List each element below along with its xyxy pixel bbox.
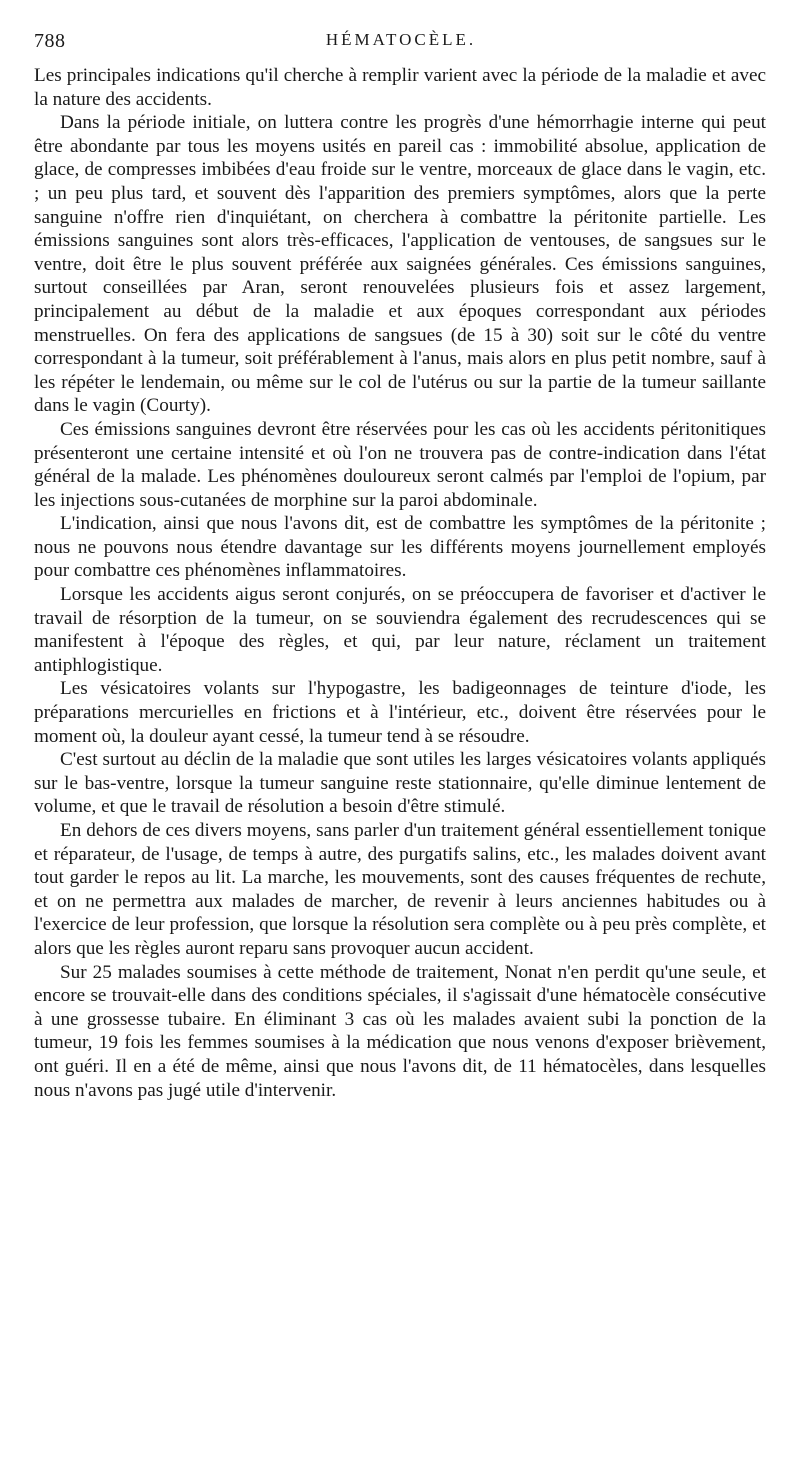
- paragraph: Sur 25 malades soumises à cette méthode de traitement, Nonat n'en perdit qu'une seule, et encore se trouvait-elle dans des conditions spéciales, il s'agissait d'une hématocèle consécutive à une grossesse tubaire. En éliminant 3 cas où les malades avaient subi la ponction de la tumeur, 19 fois les femmes soumises à la médication que nous venons d'exposer brièvement, ont guéri. Il en a été de même, ainsi que nous l'avons dit, de 11 hématocèles, dans lesquelles nous n'avons pas jugé utile d'intervenir.: [34, 961, 766, 1101]
- body-text: [34, 64, 766, 1102]
- paragraph: Les vésicatoires volants sur l'hypogastre, les badigeonnages de teinture d'iode, les préparations mercurielles en frictions et à l'intérieur, etc., doivent être réservées pour le moment où, la douleur ayant cessé, la tumeur tend à se résoudre.: [34, 678, 766, 747]
- paragraph: Ces émissions sanguines devront être réservées pour les cas où les accidents péritonitiques présenteront une certaine intensité et où l'on ne trouvera pas de contre-indication dans l'état général de la malade. Les phénomènes douloureux seront calmés par l'emploi de l'opium, par les injections sous-cutanées de morphine sur la paroi abdominale.: [34, 418, 766, 511]
- paragraph: L'indication, ainsi que nous l'avons dit, est de combattre les symptômes de la péritonite ; nous ne pouvons nous étendre davantage sur les différents moyens journellement employés pour combattre ces phénomènes inflammatoires.: [34, 513, 766, 582]
- paragraph: C'est surtout au déclin de la maladie que sont utiles les larges vésicatoires volants appliqués sur le bas-ventre, lorsque la tumeur sanguine reste stationnaire, qu'elle diminue lentement de volume, et que le travail de résolution a besoin d'être stimulé.: [34, 749, 766, 818]
- paragraph: Lorsque les accidents aigus seront conjurés, on se préoccupera de favoriser et d'activer le travail de résorption de la tumeur, on se souviendra également des recrudescences qui se manifestent à l'époque des règles, et qui, par leur nature, réclament un traitement antiphlogistique.: [34, 584, 766, 676]
- page-number: 788: [34, 30, 66, 52]
- paragraph: Les principales indications qu'il cherche à remplir varient avec la période de la maladie et avec la nature des accidents.: [34, 65, 766, 110]
- paragraph: En dehors de ces divers moyens, sans parler d'un traitement général essentiellement tonique et réparateur, de l'usage, de temps à autre, des purgatifs salins, etc., les malades doivent avant tout garder le repos au lit. La marche, les mouvements, sont des causes fréquentes de rechute, et on ne permettra aux malades de marcher, de revenir à leurs anciennes habitudes ou à l'exercice de leur profession, que lorsque la résolution sera complète ou à peu près complète, et alors que les règles auront reparu sans provoquer aucun accident.: [34, 820, 766, 959]
- paragraph: Dans la période initiale, on luttera contre les progrès d'une hémorrhagie interne qui peut être abondante par tous les moyens usités en pareil cas : immobilité absolue, application de glace, de compresses imbibées d'eau froide sur le ventre, morceaux de glace dans le vagin, etc. ; un peu plus tard, et souvent dès l'apparition des premiers symptômes, alors que la perte sanguine n'offre rien d'inquiétant, on cherchera à combattre la péritonite partielle. Les émissions sanguines sont alors très-efficaces, l'application de ventouses, de sangsues sur le ventre, doit être le plus souvent préférée aux saignées générales. Ces émissions sanguines, surtout conseillées par Aran, seront renouvelées plusieurs fois et assez largement, principalement au début de la maladie et aux époques correspondant aux périodes menstruelles. On fera des applications de sangsues (de 15 à 30) soit sur le côté du ventre correspondant à la tumeur, soit préférablement à l'anus, mais alors en plus petit nombre, sauf à les répéter le lendemain, ou même sur le col de l'utérus ou sur la partie de la tumeur saillante dans le vagin (Courty).: [34, 112, 766, 417]
- running-title: HÉMATOCÈLE.: [325, 30, 477, 49]
- page-header: [34, 30, 768, 60]
